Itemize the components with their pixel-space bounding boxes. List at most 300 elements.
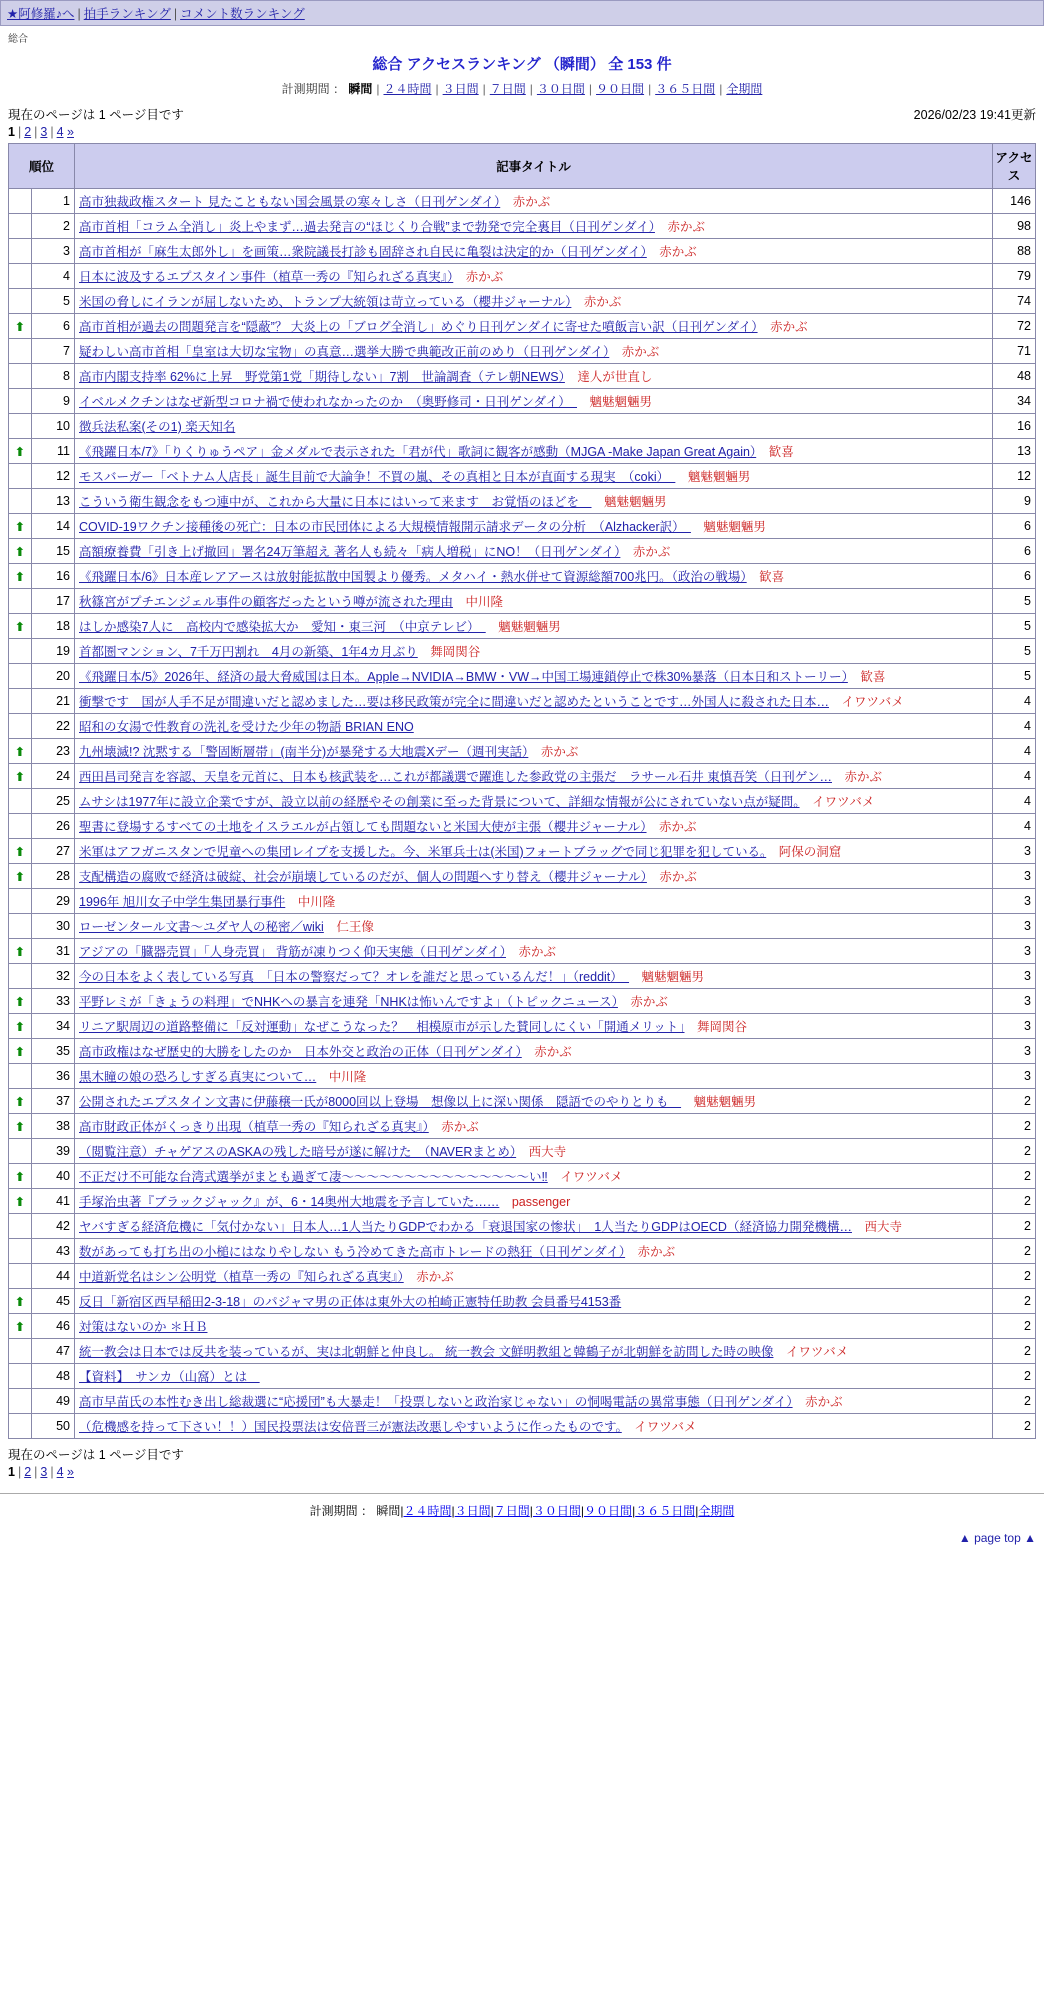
article-title-cell <box>75 364 993 389</box>
access-count: 5 <box>993 664 1036 689</box>
article-title-cell <box>75 1089 993 1114</box>
table-row <box>9 214 1036 239</box>
access-count: 2 <box>993 1139 1036 1164</box>
article-author: 赤かぶ <box>831 770 882 784</box>
table-row <box>9 864 1036 889</box>
table-row <box>9 1339 1036 1364</box>
article-title-link[interactable]: ローゼンタール文書〜ユダヤ人の秘密／wiki <box>79 920 324 934</box>
article-title-cell <box>75 914 993 939</box>
article-title-link[interactable]: 昭和の女湯で性教育の洗礼を受けた少年の物語 BRIAN ENO <box>79 720 414 734</box>
article-title-link[interactable]: 九州壊滅!? 沈黙する「警固断層帯」(南半分)が暴発する大地震Xデー（週刊実話） <box>79 745 529 759</box>
article-title-cell <box>75 939 993 964</box>
article-title-link[interactable]: 首都圏マンション、7千万円割れ 4月の新築、1年4カ月ぶり <box>79 645 418 659</box>
article-title-link[interactable]: 統一教会は日本では反共を装っているが、実は北朝鮮と仲良し。 統一教会 文鮮明教組と韓鶴子が北朝鮮を訪問した時の映像 <box>79 1345 774 1359</box>
rank-no-change <box>9 589 32 614</box>
period-label: 計測期間 ： <box>281 82 345 96</box>
rank-number: 28 <box>32 864 75 889</box>
period-90d[interactable]: ９０日間 <box>596 82 645 96</box>
period-label-bottom: 計測期間 ： <box>309 1504 373 1518</box>
article-title-cell <box>75 389 993 414</box>
rank-number: 10 <box>32 414 75 439</box>
rank-number: 37 <box>32 1089 75 1114</box>
rank-number: 35 <box>32 1039 75 1064</box>
article-title-link[interactable]: 聖書に登場するすべての土地をイスラエルが占領しても問題ないと米国大使が主張（櫻井ジャーナル） <box>79 820 647 834</box>
article-author: 赤かぶ <box>571 295 622 309</box>
rank-number: 49 <box>32 1389 75 1414</box>
period-365d[interactable]: ３６５日間 <box>655 82 716 96</box>
article-title-link[interactable]: 今の日本をよく表している写真 「日本の警察だって？オレを誰だと思っているんだ！」（reddit） <box>79 970 630 984</box>
pager-next[interactable]: » <box>67 125 74 139</box>
rank-number: 33 <box>32 989 75 1014</box>
article-title-link[interactable]: リニア駅周辺の道路整備に「反対運動」なぜこうなった？ 相模原市が示した賛同しにくい「開通メリット」 <box>79 1020 685 1034</box>
table-header-row <box>9 144 1036 189</box>
article-title-cell <box>75 514 993 539</box>
article-author: 魑魅魍魎男 <box>485 620 561 634</box>
table-row <box>9 739 1036 764</box>
rank-number: 9 <box>32 389 75 414</box>
rank-no-change <box>9 889 32 914</box>
rank-number: 46 <box>32 1314 75 1339</box>
table-row <box>9 839 1036 864</box>
table-row <box>9 364 1036 389</box>
access-count: 13 <box>993 439 1036 464</box>
article-title-link[interactable]: 高市政権はなぜ歴史的大勝をしたのか 日本外交と政治の正体（日刊ゲンダイ） <box>79 1045 522 1059</box>
pager-bottom-next[interactable]: » <box>67 1465 74 1479</box>
access-count: 3 <box>993 1014 1036 1039</box>
article-author: 歓喜 <box>756 445 794 459</box>
article-title-cell <box>75 214 993 239</box>
page-top-link-wrap <box>8 1531 1036 1545</box>
last-updated: 2026/02/23 19:41更新 <box>913 108 1036 122</box>
table-row <box>9 1264 1036 1289</box>
table-row <box>9 789 1036 814</box>
article-author: 赤かぶ <box>625 1245 676 1259</box>
rank-no-change <box>9 714 32 739</box>
rank-no-change <box>9 1364 32 1389</box>
period-24h[interactable]: ２４時間 <box>383 82 432 96</box>
table-row <box>9 1139 1036 1164</box>
period-bottom-3d[interactable]: ３日間 <box>454 1504 491 1518</box>
table-row <box>9 539 1036 564</box>
access-count: 146 <box>993 189 1036 214</box>
nav-link-clap-ranking[interactable]: 拍手ランキング <box>83 7 171 21</box>
rank-number: 42 <box>32 1214 75 1239</box>
article-title-cell <box>75 1264 993 1289</box>
article-title-link[interactable]: 米軍はアフガニスタンで児童への集団レイプを支援した。今、米軍兵士は(米国)フォートブラッグで同じ犯罪を犯している。 <box>79 845 767 859</box>
article-title-link[interactable]: 高市首相が「麻生太郎外し」を画策…衆院議長打診も固辞され自民に亀裂は決定的か（日刊ゲンダイ） <box>79 245 647 259</box>
article-author: 赤かぶ <box>453 270 504 284</box>
access-count: 88 <box>993 239 1036 264</box>
article-author: 赤かぶ <box>646 870 697 884</box>
article-title-link[interactable]: 米国の脅しにイランが屈しないため、トランプ大統領は苛立っている（櫻井ジャーナル） <box>79 295 572 309</box>
period-all[interactable]: 全期間 <box>726 82 763 96</box>
article-title-link[interactable]: 手塚治虫著『ブラックジャック』が、6・14奥州大地震を予言していた…… <box>79 1195 500 1209</box>
rank-number: 13 <box>32 489 75 514</box>
rank-up-icon: ⬆ <box>9 439 32 464</box>
article-title-link[interactable]: イベルメクチンはなぜ新型コロナ禍で使われなかったのか （奥野修司・日刊ゲンダイ） <box>79 395 578 409</box>
page-title-block <box>0 53 1044 97</box>
rank-number: 8 <box>32 364 75 389</box>
rank-up-icon: ⬆ <box>9 1189 32 1214</box>
article-title-link[interactable]: 黒木瞳の娘の恐ろしすぎる真実について… <box>79 1070 317 1084</box>
article-title-link[interactable]: 高額療養費「引き上げ撤回」署名24万筆超え 著名人も続々「病人増税」にNO！（日刊ゲンダイ） <box>79 545 621 559</box>
article-title-cell <box>75 489 993 514</box>
table-row <box>9 1114 1036 1139</box>
rank-number: 41 <box>32 1189 75 1214</box>
access-count: 2 <box>993 1314 1036 1339</box>
article-title-cell <box>75 264 993 289</box>
access-count: 4 <box>993 764 1036 789</box>
article-title-link[interactable]: 反日「新宿区西早稲田2-3-18」のパジャマ男の正体は東外大の柏崎正憲特任助教 会員番号4153番 <box>79 1295 622 1309</box>
table-row <box>9 1414 1036 1439</box>
nav-link-asyura[interactable]: ★阿修羅♪へ <box>7 7 75 21</box>
nav-link-comment-ranking[interactable]: コメント数ランキング <box>180 7 305 21</box>
rank-number: 44 <box>32 1264 75 1289</box>
breadcrumb: 総合 <box>8 34 28 45</box>
total-count: 全 153 件 <box>608 56 672 73</box>
access-count: 3 <box>993 839 1036 864</box>
access-count: 4 <box>993 714 1036 739</box>
table-row <box>9 189 1036 214</box>
article-title-cell <box>75 439 993 464</box>
rank-no-change <box>9 1239 32 1264</box>
table-row <box>9 314 1036 339</box>
table-row <box>9 1089 1036 1114</box>
article-author: 魑魅魍魎男 <box>675 470 751 484</box>
rank-no-change <box>9 689 32 714</box>
article-author: 赤かぶ <box>609 345 660 359</box>
rank-no-change <box>9 1389 32 1414</box>
pager-bottom-page-4[interactable]: 4 <box>56 1465 64 1479</box>
rank-up-icon: ⬆ <box>9 1164 32 1189</box>
article-title-link[interactable]: 高市首相「コラム全消し」炎上やまず…過去発言の“ほじくり合戦”まで勃発で完全裏目（日刊ゲンダイ） <box>79 220 655 234</box>
article-title-cell <box>75 1164 993 1189</box>
article-title-cell <box>75 189 993 214</box>
article-title-cell <box>75 239 993 264</box>
article-title-cell <box>75 564 993 589</box>
period-selector-bottom: 計測期間 ： 瞬間|２４時間|３日間|７日間|３０日間|９０日間|３６５日間|全期間 <box>0 1493 1044 1519</box>
rank-no-change <box>9 364 32 389</box>
rank-number: 19 <box>32 639 75 664</box>
article-title-cell <box>75 714 993 739</box>
article-title-cell <box>75 764 993 789</box>
access-count: 2 <box>993 1164 1036 1189</box>
pager-page-2[interactable]: 2 <box>24 125 32 139</box>
article-title-cell <box>75 1339 993 1364</box>
article-title-link[interactable]: はしか感染7人に 高校内で感染拡大か 愛知・東三河 （中京テレビ） <box>79 620 486 634</box>
article-author: 魑魅魍魎男 <box>681 1095 757 1109</box>
article-title-link[interactable]: 数があっても打ち出の小槌にはなりやしない もう冷めてきた高市トレードの熱狂（日刊ゲンダイ） <box>79 1245 626 1259</box>
rank-number: 1 <box>32 189 75 214</box>
article-title-cell <box>75 1364 993 1389</box>
article-author: 魑魅魍魎男 <box>591 495 667 509</box>
article-title-cell <box>75 539 993 564</box>
rank-no-change <box>9 664 32 689</box>
rank-number: 11 <box>32 439 75 464</box>
article-author: 赤かぶ <box>505 945 556 959</box>
article-title-cell <box>75 414 993 439</box>
pager-top: 1 | 2 | 3 | 4 » <box>8 125 74 139</box>
rank-up-icon: ⬆ <box>9 1114 32 1139</box>
access-count: 12 <box>993 464 1036 489</box>
article-author: 西大寺 <box>851 1220 902 1234</box>
nav-separator: | <box>77 7 81 21</box>
rank-no-change <box>9 189 32 214</box>
table-row <box>9 689 1036 714</box>
rank-no-change <box>9 464 32 489</box>
table-row <box>9 1064 1036 1089</box>
pager-bottom-page-2[interactable]: 2 <box>24 1465 32 1479</box>
table-row <box>9 264 1036 289</box>
article-title-link[interactable]: 《飛躍日本/5》2026年、経済の最大脅威国は日本。Apple→NVIDIA→BMW・VW→中国工場連鎖停止で株30%暴落（日本日和ストーリー） <box>79 670 848 684</box>
article-title-cell <box>75 1214 993 1239</box>
access-count: 71 <box>993 339 1036 364</box>
access-count: 5 <box>993 639 1036 664</box>
access-count: 2 <box>993 1339 1036 1364</box>
article-author: 舞岡関谷 <box>417 645 481 659</box>
table-row <box>9 989 1036 1014</box>
rank-number: 22 <box>32 714 75 739</box>
table-row <box>9 414 1036 439</box>
current-page-info: 現在のページは 1 ページ目です <box>8 108 184 122</box>
table-row <box>9 1239 1036 1264</box>
article-title-link[interactable]: モスバーガー「ベトナム人店長」誕生目前で大論争！不買の嵐、その真相と日本が直面する現実 （coki） <box>79 470 676 484</box>
article-title-link[interactable]: 中道新党名はシン公明党（植草一秀の『知られざる真実』） <box>79 1270 404 1284</box>
article-title-link[interactable]: 支配構造の腐败で経済は破綻、社会が崩壊しているのだが、個人の問題へすり替え（櫻井ジャーナル） <box>79 870 647 884</box>
rank-up-icon: ⬆ <box>9 1314 32 1339</box>
access-count: 9 <box>993 489 1036 514</box>
period-3d[interactable]: ３日間 <box>442 82 479 96</box>
article-title-link[interactable]: （危機感を持って下さい！！）国民投票法は安倍晋三が憲法改悪しやすいように作ったものです。 <box>79 1420 622 1434</box>
article-title-link[interactable]: 不正だけ不可能な台湾式選挙がまとも過ぎて凄〜〜〜〜〜〜〜〜〜〜〜〜〜〜〜い‼ <box>79 1170 548 1184</box>
article-author: イワツバメ <box>621 1420 697 1434</box>
rank-no-change <box>9 1214 32 1239</box>
article-title-link[interactable]: 対策はないのか ＊ＨＢ <box>79 1320 208 1334</box>
article-title-link[interactable]: 《飛躍日本/6》日本産レアアースは放射能拡散中国製より優秀。メタハイ・熱水併せて資源総額700兆円。（政治の戦場） <box>79 570 747 584</box>
rank-no-change <box>9 239 32 264</box>
article-title-link[interactable]: 《飛躍日本/7》「りくりゅうペア」金メダルで表示された「君が代」歌詞に観客が感動（MJGA -Make Japan Great Again） <box>79 445 757 459</box>
article-author: 赤かぶ <box>403 1270 454 1284</box>
rank-number: 31 <box>32 939 75 964</box>
pager-bottom-page-1[interactable]: 1 <box>8 1465 15 1479</box>
article-title-link[interactable]: 高市首相が過去の問題発言を“隠蔽”？ 大炎上の「ブログ全消し」めぐり日刊ゲンダイに寄せた噴飯言い訳（日刊ゲンダイ） <box>79 320 758 334</box>
article-title-link[interactable]: 【資料】 サンカ（山窩）とは <box>79 1370 260 1384</box>
rank-up-icon: ⬆ <box>9 1039 32 1064</box>
article-title-cell <box>75 739 993 764</box>
rank-no-change <box>9 289 32 314</box>
article-title-cell <box>75 964 993 989</box>
article-title-cell <box>75 1389 993 1414</box>
rank-no-change <box>9 964 32 989</box>
article-author: 赤かぶ <box>646 820 697 834</box>
page-top-link[interactable]: ▲ page top ▲ <box>958 1531 1036 1545</box>
rank-number: 3 <box>32 239 75 264</box>
article-title-link[interactable]: こういう衛生観念をもつ連中が、これから大量に日本にはいって来ます お覚悟のほどを <box>79 495 592 509</box>
article-title-link[interactable]: 公開されたエプスタイン文書に伊藤穣一氏が8000回以上登場 想像以上に深い関係 隠語でのやりとりも <box>79 1095 682 1109</box>
period-bottom-365d[interactable]: ３６５日間 <box>635 1504 696 1518</box>
rank-number: 45 <box>32 1289 75 1314</box>
rank-up-icon: ⬆ <box>9 764 32 789</box>
article-title-cell <box>75 664 993 689</box>
article-title-link[interactable]: 衝撃です 国が人手不足が間違いだと認めました…要は移民政策が完全に間違いだと認めたということです…外国人に殺された日本… <box>79 695 830 709</box>
rank-number: 4 <box>32 264 75 289</box>
article-title-link[interactable]: 疑わしい高市首相「皇室は大切な宝物」の真意…選挙大勝で典範改正前のめり（日刊ゲンダイ） <box>79 345 610 359</box>
article-title-link[interactable]: 日本に波及するエプスタイン事件（植草一秀の『知られざる真実』） <box>79 270 454 284</box>
table-row <box>9 389 1036 414</box>
table-row <box>9 664 1036 689</box>
access-count: 2 <box>993 1289 1036 1314</box>
rank-number: 21 <box>32 689 75 714</box>
rank-no-change <box>9 814 32 839</box>
access-count: 6 <box>993 539 1036 564</box>
period-selector: 計測期間 ： 瞬間 | ２４時間 | ３日間 | ７日間 | ３０日間 | ９０日間 | ３６５日間 | 全期間 <box>281 82 763 96</box>
article-title-link[interactable]: 高市独裁政権スタート 見たこともない国会風景の寒々しさ（日刊ゲンダイ） <box>79 195 501 209</box>
article-title-cell <box>75 464 993 489</box>
table-row <box>9 639 1036 664</box>
article-author: 仁王像 <box>323 920 374 934</box>
article-title-cell <box>75 1014 993 1039</box>
rank-number: 36 <box>32 1064 75 1089</box>
article-author: イワツバメ <box>799 795 875 809</box>
rank-up-icon: ⬆ <box>9 1014 32 1039</box>
article-author: 赤かぶ <box>521 1045 572 1059</box>
access-count: 48 <box>993 364 1036 389</box>
table-row <box>9 964 1036 989</box>
pager-page-3[interactable]: 3 <box>40 125 48 139</box>
access-count: 34 <box>993 389 1036 414</box>
access-count: 3 <box>993 989 1036 1014</box>
article-author: 歓喜 <box>746 570 785 584</box>
article-title-cell <box>75 639 993 664</box>
article-author: 西大寺 <box>516 1145 567 1159</box>
article-author: 赤かぶ <box>617 995 668 1009</box>
period-bottom-24h[interactable]: ２４時間 <box>403 1504 452 1518</box>
rank-no-change <box>9 789 32 814</box>
pager-page-4[interactable]: 4 <box>56 125 64 139</box>
access-count: 16 <box>993 414 1036 439</box>
article-title-link[interactable]: 西田昌司発言を容認、天皇を元首に、日本も核武装を…これが都議選で躍進した参政党の主張だ ラサール石井 東慎吾笑（日刊ゲン… <box>79 770 832 784</box>
article-author: 中川隆 <box>316 1070 367 1084</box>
rank-number: 27 <box>32 839 75 864</box>
rank-no-change <box>9 1139 32 1164</box>
access-count: 4 <box>993 814 1036 839</box>
period-bottom-moment[interactable]: 瞬間 <box>376 1504 401 1518</box>
article-title-link[interactable]: 高市内閣支持率 62%に上昇 野党第1党「期待しない」7割 世論調査（テレ朝NEWS） <box>79 370 565 384</box>
rank-up-icon: ⬆ <box>9 314 32 339</box>
rank-number: 30 <box>32 914 75 939</box>
article-title-cell <box>75 289 993 314</box>
rank-number: 17 <box>32 589 75 614</box>
column-header-title: 記事タイトル <box>75 144 993 189</box>
table-row <box>9 1014 1036 1039</box>
access-count: 5 <box>993 614 1036 639</box>
article-title-cell <box>75 814 993 839</box>
rank-number: 23 <box>32 739 75 764</box>
article-title-link[interactable]: （閲覧注意）チャゲアスのASKAの残した暗号が遂に解けた （NAVERまとめ） <box>79 1145 517 1159</box>
rank-no-change <box>9 339 32 364</box>
article-title-link[interactable]: 1996年 旭川女子中学生集団暴行事件 <box>79 895 286 909</box>
pager-page-1[interactable]: 1 <box>8 125 15 139</box>
rank-number: 24 <box>32 764 75 789</box>
article-author: 魑魅魍魎男 <box>690 520 766 534</box>
period-bottom-30d[interactable]: ３０日間 <box>532 1504 581 1518</box>
article-title-link[interactable]: ヤバすぎる経済危機に「気付かない」日本人…1人当たりGDPでわかる「衰退国家の惨状」 1人当たりGDPはOECD（経済協力開発機構… <box>79 1220 852 1234</box>
article-title-link[interactable]: アジアの「臓器売買」「人身売買」 背筋が凍りつく仰天実態（日刊ゲンダイ） <box>79 945 506 959</box>
article-author: 阿保の洞窟 <box>766 845 842 859</box>
rank-up-icon: ⬆ <box>9 989 32 1014</box>
table-row <box>9 914 1036 939</box>
article-author: イワツバメ <box>773 1345 849 1359</box>
pager-bottom-page-3[interactable]: 3 <box>40 1465 48 1479</box>
article-title-link[interactable]: ムサシは1977年に設立企業ですが、設立以前の経歴やその創業に至った背景について、詳細な情報が公にされていない点が疑問。 <box>79 795 800 809</box>
access-count: 2 <box>993 1389 1036 1414</box>
table-row <box>9 1289 1036 1314</box>
article-title-cell <box>75 889 993 914</box>
article-title-cell <box>75 789 993 814</box>
article-title-link[interactable]: 徴兵法私案(その1) 楽天知名 <box>79 420 236 434</box>
article-title-cell <box>75 1289 993 1314</box>
access-count: 2 <box>993 1364 1036 1389</box>
article-author: 舞岡関谷 <box>684 1020 748 1034</box>
access-count: 5 <box>993 589 1036 614</box>
rank-number: 29 <box>32 889 75 914</box>
rank-number: 38 <box>32 1114 75 1139</box>
table-row <box>9 1214 1036 1239</box>
access-count: 6 <box>993 514 1036 539</box>
rank-number: 26 <box>32 814 75 839</box>
period-30d[interactable]: ３０日間 <box>536 82 585 96</box>
rank-no-change <box>9 1339 32 1364</box>
period-bottom-all[interactable]: 全期間 <box>698 1504 735 1518</box>
article-title-cell <box>75 1064 993 1089</box>
article-title-link[interactable]: 高市早苗氏の本性むき出し総裁選に“応援団”も大暴走！「投票しないと政治家じゃない」の恫喝電話の異常事態（日刊ゲンダイ） <box>79 1395 793 1409</box>
ranking-table <box>8 143 1036 1439</box>
rank-number: 32 <box>32 964 75 989</box>
column-header-rank: 順位 <box>9 144 75 189</box>
access-count: 2 <box>993 1214 1036 1239</box>
article-title-cell <box>75 1414 993 1439</box>
table-row <box>9 889 1036 914</box>
rank-number: 15 <box>32 539 75 564</box>
rank-number: 5 <box>32 289 75 314</box>
article-title-link[interactable]: 高市財政正体がくっきり出現（植草一秀の『知られざる真実』） <box>79 1120 429 1134</box>
rank-number: 12 <box>32 464 75 489</box>
access-count: 98 <box>993 214 1036 239</box>
article-author: 魑魅魍魎男 <box>629 970 705 984</box>
rank-number: 16 <box>32 564 75 589</box>
rank-up-icon: ⬆ <box>9 1289 32 1314</box>
access-count: 3 <box>993 1039 1036 1064</box>
period-bottom-7d[interactable]: ７日間 <box>493 1504 530 1518</box>
period-current-moment[interactable]: 瞬間 <box>348 82 373 96</box>
table-row <box>9 589 1036 614</box>
rank-number: 34 <box>32 1014 75 1039</box>
access-count: 74 <box>993 289 1036 314</box>
article-author: 中川隆 <box>452 595 503 609</box>
table-row <box>9 1189 1036 1214</box>
rank-no-change <box>9 214 32 239</box>
table-row <box>9 464 1036 489</box>
rank-number: 39 <box>32 1139 75 1164</box>
period-7d[interactable]: ７日間 <box>489 82 526 96</box>
period-bottom-90d[interactable]: ９０日間 <box>584 1504 633 1518</box>
article-title-link[interactable]: 平野レミが「きょうの料理」でNHKへの暴言を連発「NHKは怖いんですよ」（トピックニュース） <box>79 995 618 1009</box>
article-title-link[interactable]: COVID-19ワクチン接種後の死亡：日本の市民団体による大規模情報開示請求データの分析 （Alzhacker訳） <box>79 520 691 534</box>
access-count: 3 <box>993 864 1036 889</box>
footer-page-info: 現在のページは 1 ページ目です <box>8 1448 184 1462</box>
article-title-link[interactable]: 秋篠宮がプチエンジェル事件の顧客だったという噂が流された理由 <box>79 595 453 609</box>
article-title-cell <box>75 1239 993 1264</box>
